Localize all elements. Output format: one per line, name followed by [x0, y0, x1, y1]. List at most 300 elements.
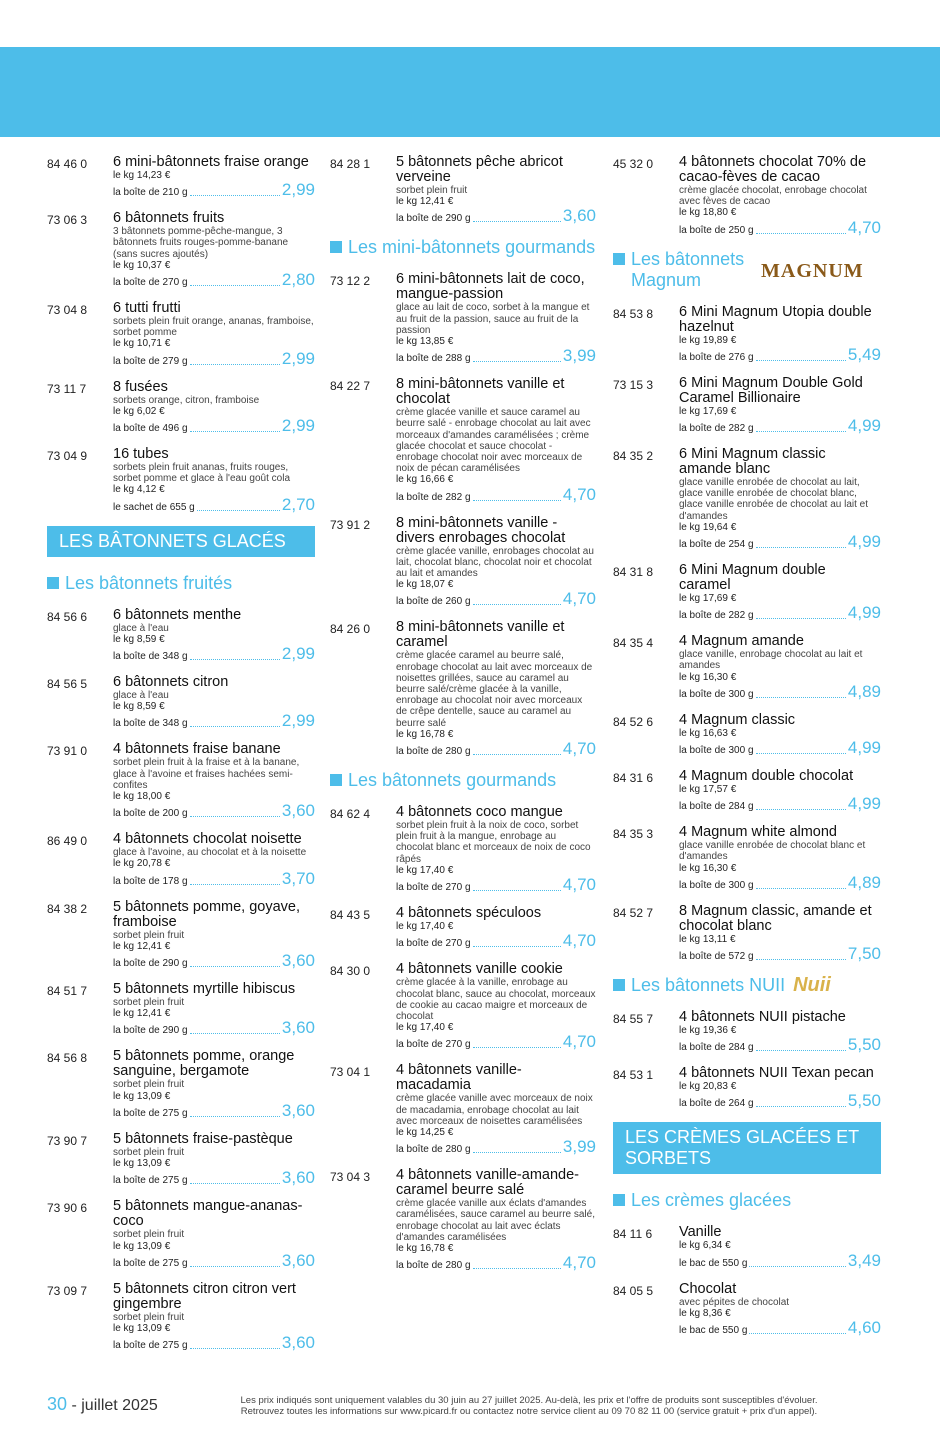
product-item: [613, 713, 881, 756]
dotted-leader: [197, 509, 280, 511]
product-price: 2,99: [281, 644, 315, 664]
price-line: [113, 1169, 315, 1186]
product-code: 84 35 3: [613, 827, 654, 842]
square-bullet-icon: [47, 577, 59, 589]
product-item: [47, 211, 315, 288]
product-body: [679, 634, 881, 700]
price-per-kg: le kg 17,57 €: [679, 784, 737, 796]
price-per-kg: le kg 20,83 €: [679, 1081, 737, 1093]
product-name: 6 mini-bâtonnets lait de coco, mangue-passion: [396, 271, 585, 303]
product-body: [113, 380, 315, 434]
product-name: 5 bâtonnets citron citron vert gingembre: [113, 1280, 296, 1312]
product-code: 84 46 0: [47, 157, 88, 171]
product-code: 73 06 3: [47, 213, 88, 228]
price-per-kg: le kg 13,09 €: [113, 1158, 171, 1170]
dotted-leader: [190, 815, 280, 817]
package-size: la boîte de 288 g: [396, 353, 471, 365]
product-body: [679, 825, 881, 891]
product-body: [396, 516, 596, 608]
package-size: la boîte de 280 g: [396, 746, 471, 758]
product-description: crème glacée vanille, enrobages chocolat au lait, chocolat blanc, chocolat noir et chocolat au lait et amandes: [396, 545, 594, 580]
dotted-leader: [756, 752, 846, 754]
price-line: [396, 740, 596, 757]
price-per-kg: le kg 8,59 €: [113, 633, 165, 645]
product-item: [330, 962, 596, 1050]
price-per-kg: le kg 20,78 €: [113, 858, 171, 870]
dotted-leader: [473, 499, 561, 501]
price-per-kg: le kg 19,36 €: [679, 1025, 737, 1037]
product-item: [613, 825, 881, 891]
price-line: [679, 1252, 881, 1269]
price-line: [113, 1252, 315, 1269]
package-size: la boîte de 276 g: [679, 351, 754, 363]
product-price: 3,60: [281, 951, 315, 971]
package-size: la boîte de 290 g: [113, 958, 188, 970]
product-body: [679, 1282, 881, 1336]
product-body: [679, 376, 881, 434]
product-price: 4,99: [847, 794, 881, 814]
package-size: la boîte de 275 g: [113, 1107, 188, 1119]
product-item: [47, 1199, 315, 1268]
product-price: 4,89: [847, 872, 881, 892]
price-line: [396, 590, 596, 607]
product-code: 84 31 8: [613, 565, 654, 580]
product-code: 73 90 7: [47, 1133, 88, 1148]
product-name: 6 bâtonnets fruits: [113, 210, 225, 227]
product-body: [113, 742, 315, 819]
product-price: 3,60: [281, 1100, 315, 1120]
section-title-text: Les bâtonnets gourmands: [348, 770, 557, 791]
product-name: 6 Mini Magnum Utopia double hazelnut: [679, 303, 872, 335]
product-price: 2,70: [281, 494, 315, 514]
product-code: 73 15 3: [613, 377, 654, 392]
product-body: [396, 272, 596, 364]
product-name: 5 bâtonnets pomme, orange sanguine, bergamote: [113, 1048, 295, 1080]
product-price: 4,60: [847, 1318, 881, 1338]
product-item: [330, 620, 596, 757]
price-per-kg: le kg 17,69 €: [679, 593, 737, 605]
legal-note-line-2: Retrouvez toutes les informations sur www.picard.fr ou contactez notre service client au 09 70 82 11 00 (service gratuit + prix d'un appel).: [240, 1406, 818, 1417]
product-name: 6 bâtonnets menthe: [113, 606, 242, 623]
price-per-kg: le kg 8,36 €: [679, 1307, 731, 1319]
product-code: 84 30 0: [330, 964, 371, 979]
product-code: 84 56 8: [47, 1051, 88, 1066]
product-name: 5 bâtonnets fraise-pastèque: [113, 1130, 293, 1147]
product-price: 2,99: [281, 180, 315, 200]
column-2: [330, 155, 596, 1284]
product-price: 2,80: [281, 270, 315, 290]
legal-note-line-1: Les prix indiqués sont uniquement valables du 30 juin au 27 juillet 2025. Au-delà, les prix et l'offre de produits sont susceptibles d'évoluer.: [240, 1395, 818, 1406]
price-per-kg: le kg 16,78 €: [396, 728, 454, 740]
package-size: la boîte de 270 g: [396, 1039, 471, 1051]
product-body: [113, 1049, 315, 1118]
product-name: 4 bâtonnets coco mangue: [396, 804, 563, 821]
product-code: 84 55 7: [613, 1012, 654, 1027]
package-size: la boîte de 284 g: [679, 1042, 754, 1054]
price-line: [113, 645, 315, 662]
price-per-kg: le kg 10,71 €: [113, 338, 171, 350]
dotted-leader: [190, 1265, 280, 1267]
dotted-leader: [473, 603, 561, 605]
product-code: 84 52 7: [613, 905, 654, 920]
package-size: le bac de 550 g: [679, 1325, 748, 1337]
product-name: 4 bâtonnets NUII pistache: [679, 1009, 846, 1026]
dotted-leader: [190, 725, 280, 727]
product-description: crème glacée vanille et sauce caramel au beurre salé - enrobage chocolat au lait avec morceaux d'amandes caramélisées ; crème glacée chocolat et sauce chocolat - enrobage chocolat noir avec morceaux de noix de pécan caramélisées: [396, 407, 591, 475]
product-body: [396, 155, 596, 224]
product-body: [113, 900, 315, 969]
product-price: 3,70: [281, 868, 315, 888]
price-line: [679, 604, 881, 621]
product-code: 73 04 9: [47, 449, 88, 464]
product-item: [47, 832, 315, 886]
product-item: [330, 155, 596, 224]
price-line: [113, 181, 315, 198]
product-code: 84 22 7: [330, 379, 371, 394]
product-name: 4 Magnum classic: [679, 711, 796, 728]
product-name: 6 Mini Magnum Double Gold Caramel Billionaire: [679, 374, 863, 406]
product-body: [113, 675, 315, 729]
product-item: [47, 675, 315, 729]
product-item: [47, 1282, 315, 1351]
product-item: [330, 906, 596, 949]
product-body: [113, 211, 315, 288]
price-line: [113, 870, 315, 887]
product-code: 84 11 6: [613, 1227, 653, 1242]
dotted-leader: [756, 1105, 846, 1107]
product-code: 73 91 0: [47, 744, 88, 759]
price-per-kg: le kg 17,40 €: [396, 864, 454, 876]
product-body: [679, 563, 881, 621]
product-price: 5,50: [847, 1091, 881, 1111]
product-price: 4,70: [562, 739, 596, 759]
price-per-kg: le kg 16,63 €: [679, 727, 737, 739]
dotted-leader: [473, 1046, 561, 1048]
product-body: [679, 1066, 881, 1109]
dotted-leader: [190, 1182, 280, 1184]
price-per-kg: le kg 6,34 €: [679, 1240, 731, 1252]
product-item: [613, 1282, 881, 1336]
price-line: [396, 347, 596, 364]
dotted-leader: [756, 430, 846, 432]
product-item: [613, 376, 881, 434]
product-description: glace vanille enrobée de chocolat au lait, glace vanille enrobée de chocolat blanc, glace vanille enrobée de chocolat au lait et d'amandes: [679, 477, 869, 522]
legal-note: [209, 1395, 849, 1417]
product-body: [113, 301, 315, 367]
product-body: [113, 832, 315, 886]
product-description: glace à l'eau: [113, 690, 169, 702]
dotted-leader: [756, 546, 846, 548]
product-price: 4,70: [562, 589, 596, 609]
product-name: 4 bâtonnets fraise banane: [113, 741, 281, 758]
price-per-kg: le kg 18,80 €: [679, 207, 737, 219]
product-description: crème glacée caramel au beurre salé, enrobage chocolat au lait avec morceaux de noisettes grillées, sauce au caramel au beurre salé/crème glacée à la vanille, enrobage au chocolat noir avec morceaux de crêpe dentelle, sauce au caramel au beurre salé: [396, 650, 593, 729]
product-code: 73 11 7: [47, 381, 87, 396]
price-line: [679, 533, 881, 550]
product-code: 84 05 5: [613, 1283, 654, 1298]
price-line: [679, 1319, 881, 1336]
price-per-kg: le kg 4,12 €: [113, 484, 165, 496]
product-name: 6 bâtonnets citron: [113, 674, 229, 691]
price-per-kg: le kg 18,07 €: [396, 579, 454, 591]
product-description: sorbets plein fruit orange, ananas, framboise, sorbet pomme: [113, 316, 314, 339]
product-list: [330, 155, 596, 224]
product-description: crème glacée chocolat, enrobage chocolat avec fèves de cacao: [679, 185, 867, 208]
product-body: [679, 1010, 881, 1053]
package-size: la boîte de 572 g: [679, 951, 754, 963]
dotted-leader: [190, 430, 280, 432]
section-title-batonnets-nuii: [613, 975, 881, 996]
product-code: 45 32 0: [613, 157, 654, 171]
product-name: 8 mini-bâtonnets vanille - divers enrobages chocolat: [396, 514, 566, 546]
category-band-cremes-glacees-sorbets: LES CRÈMES GLACÉES ET SORBETS: [613, 1122, 881, 1174]
product-item: [330, 805, 596, 893]
product-price: 4,99: [847, 532, 881, 552]
product-list: [613, 1010, 881, 1109]
product-item: [613, 1225, 881, 1268]
product-item: [613, 305, 881, 363]
package-size: la boîte de 300 g: [679, 745, 754, 757]
section-title-cremes-glacees: [613, 1190, 881, 1211]
product-body: [396, 377, 596, 502]
price-line: [679, 683, 881, 700]
page-info: [47, 1394, 158, 1415]
product-description: sorbet plein fruit: [113, 1229, 185, 1241]
product-price: 5,49: [847, 344, 881, 364]
product-item: [613, 904, 881, 962]
product-code: 84 28 1: [330, 157, 371, 171]
price-line: [113, 417, 315, 434]
product-description: sorbet plein fruit: [113, 997, 185, 1009]
product-list: [613, 1225, 881, 1336]
product-code: 84 52 6: [613, 714, 654, 729]
product-description: sorbet plein fruit: [113, 929, 185, 941]
product-item: [47, 380, 315, 434]
product-item: [47, 608, 315, 662]
product-code: 84 43 5: [330, 908, 371, 923]
product-price: 4,70: [562, 1253, 596, 1273]
column-3: [613, 155, 881, 1349]
product-price: 3,60: [562, 206, 596, 226]
product-name: 5 bâtonnets pêche abricot verveine: [396, 154, 563, 185]
product-description: crème glacée à la vanille, enrobage au chocolat blanc, sauce au chocolat, morceaux de cookie au cacao maigre et morceaux de chocolat: [396, 977, 596, 1022]
price-per-kg: le kg 13,85 €: [396, 336, 454, 348]
product-code: 86 49 0: [47, 834, 88, 849]
price-line: [113, 952, 315, 969]
product-body: [396, 805, 596, 893]
product-body: [113, 1282, 315, 1351]
price-line: [679, 219, 881, 236]
price-line: [679, 945, 881, 962]
product-name: 4 bâtonnets vanille-amande-caramel beurre salé: [396, 1167, 579, 1199]
product-body: [679, 155, 881, 236]
column-1: [47, 155, 315, 1364]
price-line: [679, 346, 881, 363]
product-code: 84 53 1: [613, 1068, 654, 1083]
price-per-kg: le kg 13,09 €: [113, 1240, 171, 1252]
product-price: 3,99: [562, 1137, 596, 1157]
price-per-kg: le kg 16,78 €: [396, 1242, 454, 1254]
package-size: la boîte de 250 g: [679, 224, 754, 236]
package-size: la boîte de 282 g: [679, 610, 754, 622]
product-description: sorbets orange, citron, framboise: [113, 394, 260, 406]
price-per-kg: le kg 14,25 €: [396, 1126, 454, 1138]
section-title-batonnets-fruites: [47, 573, 315, 594]
price-line: [679, 874, 881, 891]
package-size: la boîte de 300 g: [679, 879, 754, 891]
dotted-leader: [190, 194, 280, 196]
dotted-leader: [190, 658, 280, 660]
price-per-kg: le kg 17,40 €: [396, 921, 454, 933]
nuii-logo: Nuii: [793, 974, 831, 997]
product-name: 4 Magnum amande: [679, 633, 804, 650]
section-title-text: Les mini-bâtonnets gourmands: [348, 237, 596, 258]
product-description: glace à l'avoine, au chocolat et à la noisette: [113, 847, 307, 859]
price-per-kg: le kg 12,41 €: [396, 196, 454, 208]
price-line: [396, 876, 596, 893]
package-size: la boîte de 282 g: [396, 491, 471, 503]
product-description: crème glacée vanille avec morceaux de noix de macadamia, enrobage chocolat au lait avec morceaux de noisettes caramélisées: [396, 1093, 593, 1127]
product-code: 84 26 0: [330, 622, 371, 637]
price-line: [679, 1092, 881, 1109]
product-body: [113, 155, 315, 198]
product-item: [330, 516, 596, 608]
product-price: 4,70: [562, 484, 596, 504]
price-line: [679, 795, 881, 812]
dotted-leader: [473, 889, 561, 891]
issue-date: - juillet 2025: [67, 1397, 158, 1414]
price-per-kg: le kg 13,11 €: [679, 933, 736, 945]
package-size: la boîte de 270 g: [396, 882, 471, 894]
package-size: la boîte de 210 g: [113, 187, 188, 199]
product-description: crème glacée vanille aux éclats d'amandes caramélisées, sauce caramel au beurre salé, enrobage chocolat au lait avec éclats d'amandes caramélisées: [396, 1198, 595, 1243]
package-size: la boîte de 264 g: [679, 1098, 754, 1110]
product-description: avec pépites de chocolat: [679, 1296, 790, 1308]
price-line: [396, 207, 596, 224]
price-line: [113, 496, 315, 513]
product-body: [113, 1199, 315, 1268]
product-item: [613, 447, 881, 550]
product-description: sorbet plein fruit à la fraise et à la banane, glace à l'avoine et fraises hachées semi-confites: [113, 757, 300, 791]
dotted-leader: [190, 1115, 280, 1117]
dotted-leader: [756, 359, 846, 361]
section-title-text: Les crèmes glacées: [631, 1190, 792, 1211]
product-price: 3,99: [562, 346, 596, 366]
product-item: [47, 301, 315, 367]
product-price: 3,60: [281, 1333, 315, 1353]
product-price: 2,99: [281, 711, 315, 731]
price-line: [396, 1138, 596, 1155]
product-price: 2,99: [281, 348, 315, 368]
product-body: [679, 713, 881, 756]
product-item: [613, 1010, 881, 1053]
product-body: [113, 1132, 315, 1186]
price-per-kg: le kg 6,02 €: [113, 405, 165, 417]
package-size: le sachet de 655 g: [113, 501, 195, 513]
product-item: [613, 769, 881, 812]
product-item: [330, 377, 596, 502]
product-code: 84 53 8: [613, 306, 654, 321]
price-line: [113, 271, 315, 288]
dotted-leader: [473, 220, 561, 222]
product-body: [396, 620, 596, 757]
product-description: glace au lait de coco, sorbet à la mangue et au fruit de la passion, sauce au fruit de la passion: [396, 302, 590, 336]
product-item: [330, 1063, 596, 1155]
price-line: [113, 1334, 315, 1351]
package-size: la boîte de 270 g: [113, 277, 188, 289]
price-line: [679, 1036, 881, 1053]
package-size: la boîte de 270 g: [396, 938, 471, 950]
dotted-leader: [756, 696, 846, 698]
dotted-leader: [190, 965, 280, 967]
product-name: 4 bâtonnets NUII Texan pecan: [679, 1065, 874, 1082]
package-size: la boîte de 280 g: [396, 1144, 471, 1156]
price-line: [396, 932, 596, 949]
price-per-kg: le kg 14,23 €: [113, 170, 171, 181]
square-bullet-icon: [613, 253, 625, 265]
product-price: 3,60: [281, 1250, 315, 1270]
product-name: 4 bâtonnets spéculoos: [396, 905, 542, 922]
section-title-mini-batonnets-gourmands: [330, 237, 596, 258]
product-code: 84 56 6: [47, 609, 88, 624]
section-title-text: Les bâtonnets NUII: [631, 975, 786, 996]
product-code: 73 04 3: [330, 1170, 371, 1185]
product-price: 5,50: [847, 1035, 881, 1055]
dotted-leader: [190, 1032, 280, 1034]
product-body: [396, 1063, 596, 1155]
product-list: [47, 608, 315, 1351]
price-per-kg: le kg 12,41 €: [113, 1008, 171, 1020]
dotted-leader: [756, 232, 846, 234]
product-item: [613, 634, 881, 700]
product-name: 6 Mini Magnum double caramel: [679, 562, 826, 594]
product-price: 4,99: [847, 416, 881, 436]
product-description: glace à l'eau: [113, 622, 169, 634]
package-size: la boîte de 290 g: [396, 213, 471, 225]
product-body: [396, 962, 596, 1050]
product-body: [679, 1225, 881, 1268]
product-item: [613, 155, 881, 236]
price-per-kg: le kg 18,00 €: [113, 791, 171, 803]
package-size: la boîte de 300 g: [679, 688, 754, 700]
dotted-leader: [473, 360, 561, 362]
price-line: [113, 350, 315, 367]
dotted-leader: [190, 284, 280, 286]
product-description: sorbet plein fruit à la noix de coco, sorbet plein fruit à la mangue, enrobage au chocolat blanc et morceaux de noix de coco râpés: [396, 820, 591, 865]
product-body: [679, 305, 881, 363]
price-per-kg: le kg 19,64 €: [679, 521, 737, 533]
product-item: [613, 563, 881, 621]
section-title-text: Les bâtonnets fruités: [65, 572, 233, 593]
product-description: 3 bâtonnets pomme-pêche-mangue, 3 bâtonnets fruits rouges-pomme-banane (sans sucres ajoutés): [113, 226, 289, 260]
page-number: 30: [47, 1394, 68, 1414]
product-list: [47, 155, 315, 513]
product-price: 4,89: [847, 681, 881, 701]
dotted-leader: [190, 883, 280, 885]
product-name: 8 Magnum classic, amande et chocolat blanc: [679, 902, 872, 934]
package-size: la boîte de 348 g: [113, 718, 188, 730]
product-name: 5 bâtonnets mangue-ananas-coco: [113, 1198, 303, 1230]
product-name: 4 bâtonnets chocolat noisette: [113, 831, 302, 848]
product-body: [113, 447, 315, 513]
product-item: [47, 1132, 315, 1186]
product-description: sorbets plein fruit ananas, fruits rouges, sorbet pomme et glace à l'eau goût cola: [113, 462, 291, 485]
product-code: 84 35 4: [613, 636, 654, 651]
product-code: 73 12 2: [330, 274, 371, 289]
product-name: 8 fusées: [113, 378, 168, 395]
product-code: 84 62 4: [330, 807, 371, 822]
package-size: la boîte de 290 g: [113, 1025, 188, 1037]
